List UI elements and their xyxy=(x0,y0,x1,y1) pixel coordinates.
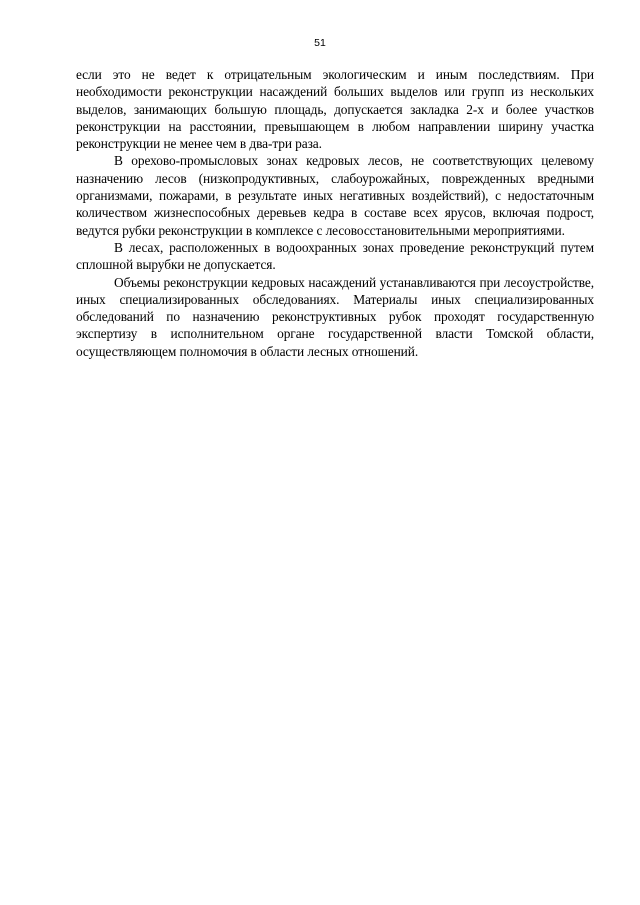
page-number: 51 xyxy=(314,37,326,49)
paragraph-cedar-zones: В орехово-промысловых зонах кедровых лесов, не соответствующих целевому назначению лесов (низкопродуктивных, слабоурожайных, поврежденных вредными организмами, пожарами, в результате иных негативных воздействий), с недостаточным количеством жизнеспособных деревьев кедра в составе всех ярусов, включая подрост, ведутся рубки реконструкции в комплексе с лесовосстановительными мероприятиями. xyxy=(76,153,594,238)
paragraph-reconstruction-volumes: Объемы реконструкции кедровых насаждений устанавливаются при лесоустройстве, иных специализированных обследованиях. Материалы иных специализированных обследований по назначению реконструктивных рубок проходят государственную экспертизу в исполнительном органе государственной власти Томской области, осуществляющем полномочия в области лесных отношений. xyxy=(76,274,594,359)
paragraph-water-protection: В лесах, расположенных в водоохранных зонах проведение реконструкций путем сплошной вырубки не допускается. xyxy=(76,239,594,273)
document-body xyxy=(76,66,594,360)
paragraph-continuation: если это не ведет к отрицательным экологическим и иным последствиям. При необходимости реконструкции насаждений больших выделов или групп из нескольких выделов, занимающих большую площадь, допускается закладка 2-х и более участков реконструкции на расстоянии, превышающем в любом направлении ширину участка реконструкции не менее чем в два-три раза. xyxy=(76,67,594,152)
